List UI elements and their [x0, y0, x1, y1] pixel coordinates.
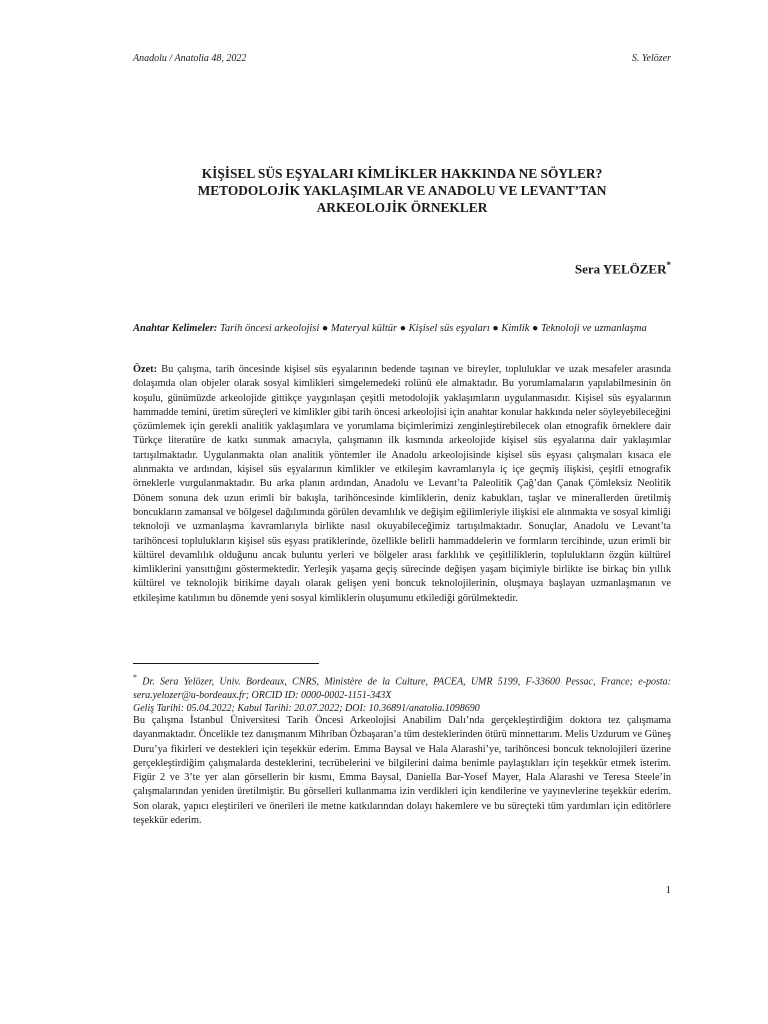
running-header-journal: Anadolu / Anatolia 48, 2022: [133, 53, 247, 64]
keywords: [133, 322, 671, 336]
footnote-separator: [133, 663, 319, 664]
footnote-affiliation-text: Dr. Sera Yelözer, Univ. Bordeaux, CNRS, Ministère de la Culture, PACEA, UMR 5199, F-33600 Pessac, France; e-posta: sera.yelozer@u-bordeaux.fr; ORCID ID: 0000-0002-1151-343X: [133, 676, 671, 701]
title-line-2: METODOLOJİK YAKLAŞIMLAR VE ANADOLU VE LEVANT’TAN: [197, 183, 607, 198]
title-line-3: ARKEOLOJİK ÖRNEKLER: [316, 200, 488, 215]
article-title: [133, 165, 671, 216]
footnote-affiliation: [133, 671, 671, 702]
title-line-1: KİŞİSEL SÜS EŞYALARI KİMLİKLER HAKKINDA NE SÖYLER?: [201, 166, 603, 181]
abstract-text: Bu çalışma, tarih öncesinde kişisel süs eşyalarının bedende taşınan ve bireyler, topluluklar ve uzak mesafeler arasında dolaşımda olan objeler olarak sosyal kimlikleri simgelemedeki rolünü ele almaktadır. Bu yorumlamaların yapılabilmesinin ön koşulu, günümüzde arkeolojide gittikçe yaygınlaşan çeşitli metodolojik yaklaşımların uygulanmasıdır. Kişisel süs eşyalarının hammadde temini, üretim süreçleri ve kimlikler gibi tarih öncesi arkeolojisi için anahtar konular hakkında neler söyleyebileceğini çözümlemek için gerekli analitik yaklaşımlara ve yorumlama biçimlerimizi zenginleştirebilecek olan etnografik örneklere dair Türkçe literatüre de katkı sunmak amacıyla, çalışmanın ilk kısmında arkeolojide kişisel süs eşyalarına dair yaklaşımlar tartışılmaktadır. Uygulanmakta olan analitik yöntemler ile Anadolu arkeolojisinde kişisel süs eşyası çalışmaları kısaca ele alınmakta ve ardından, kişisel süs eşyalarının kimlikler ve etkileşim kavramlarıyla iç içe geçmiş ilişkisi, çeşitli etnografik örneklerle vurgulanmaktadır. Bu arka planın ardından, Anadolu ve Levant’ta Paleolitik Çağ’dan Çanak Çömleksiz Neolitik Dönem sonuna dek uzun erimli bir bakışla, tarihöncesinde kimliklerin, deniz kabukları, taşlar ve minerallerden üretilmiş boncukların zamansal ve bölgesel dağılımında görülen devamlılık ve değişim eğilimleriyle ilişkisi ele alınmakta ve sosyal kimliği teknoloji ve uzmanlaşma kavramlarıyla birlikte nasıl okuyabileceğimiz tartışılmaktadır. Sonuçlar, Anadolu ve Levant’ta tarihöncesi toplulukların kişisel süs eşyası pratiklerinde, özellikle belirli hammaddelerin ve formların tercihinde, uzun erimli bir kültürel devamlılık olduğunu ancak buluntu yerleri ve bölgeler arası farklılık ve çeşitliliklerin, toplulukların özgün kültürel kimliklerini yansıttığını göstermektedir. Yerleşik yaşama geçiş sürecinde değişen yaşam biçimiyle birlikte ise birkaç bin yıllık kültürel ve teknolojik birikime dayalı olarak gelişen yeni boncuk teknolojilerinin, oluşmaya başlayan uzmanlaşmanın ve etkileşime katılımın bu dönemde yeni sosyal kimliklerin oluşumunu etkilediği görülmektedir.: [133, 364, 671, 604]
page-number: 1: [665, 884, 671, 896]
footnote-dates: Geliş Tarihi: 05.04.2022; Kabul Tarihi: 20.07.2022; DOI: 10.36891/anatolia.1098690: [133, 703, 480, 715]
acknowledgement: Bu çalışma İstanbul Üniversitesi Tarih Öncesi Arkeolojisi Anabilim Dalı’nda gerçekleştirdiğim doktora tez çalışmama dayanmaktadır. Öncelikle tez danışmanım Mihriban Özbaşaran’a tüm desteklerinden ötürü minnettarım. Melis Uzdurum ve Güneş Duru’ya fikirleri ve destekleri için teşekkür ederim. Emma Baysal ve Hala Alarashi’ye, tarihöncesi boncuk teknolojileri üzerine gerçekleştirdiğim çalışmalarda desteklerini, tecrübelerini ve bilgilerini daima benimle paylaştıkları için teşekkür etmek isterim. Figür 2 ve 3’te yer alan görsellerin bir kısmı, Emma Baysal, Daniella Bar-Yosef Mayer, Hala Alarashi ve Teresa Steele’in çalışmalarından yeniden üretilmiştir. Bu görselleri kullanmama izin verdikleri için kendilerine ve yayınevlerine teşekkür ederim. Son olarak, yapıcı eleştirileri ve önerileri ile metne katkılarından dolayı hakemlere ve bu süreçteki tüm yardımları için editörlere teşekkür ederim.: [133, 715, 671, 827]
abstract-label: Özet:: [133, 364, 158, 375]
footnote: [133, 671, 671, 716]
footnote-mark: *: [133, 673, 137, 682]
author-family-name: YELÖZER: [602, 261, 667, 277]
author-name: [575, 260, 671, 277]
abstract: [133, 363, 671, 606]
author-footnote-mark: *: [666, 260, 671, 270]
keywords-label: Anahtar Kelimeler:: [133, 323, 218, 334]
running-header-author: S. Yelözer: [631, 53, 671, 64]
author-given-name: Sera: [574, 261, 603, 277]
keywords-text: Tarih öncesi arkeolojisi ● Materyal kültür ● Kişisel süs eşyaları ● Kimlik ● Teknoloji ve uzmanlaşma: [217, 323, 647, 334]
